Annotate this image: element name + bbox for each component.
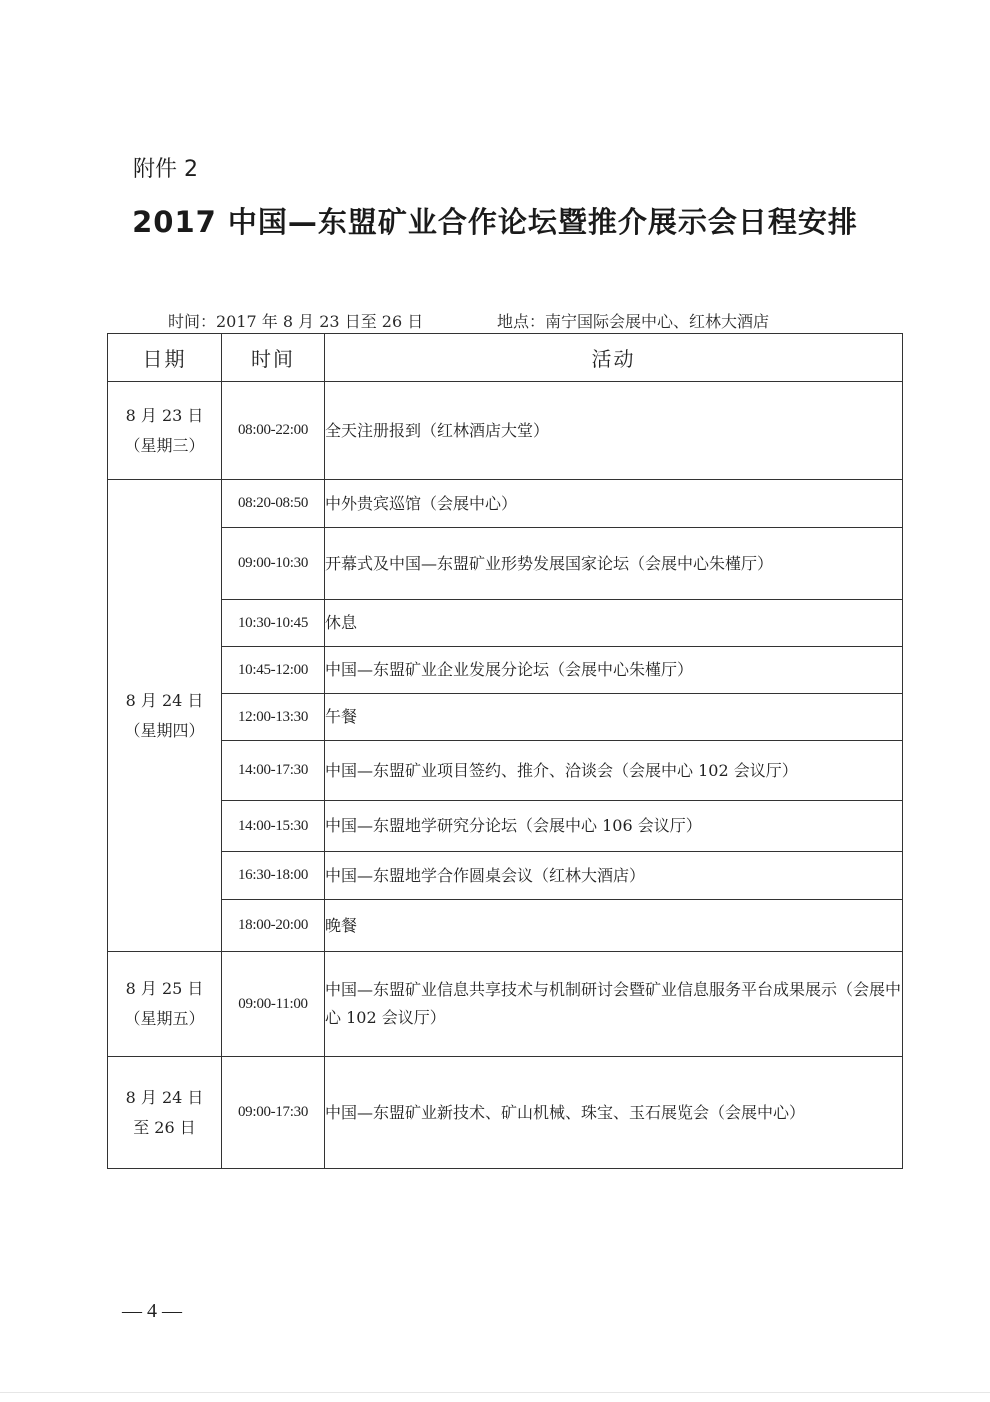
time-cell: 09:00-11:00 xyxy=(222,952,325,1057)
table-row xyxy=(108,741,903,801)
date-cell xyxy=(108,480,222,952)
time-cell: 18:00-20:00 xyxy=(222,900,325,952)
header-date: 日期 xyxy=(108,334,222,382)
time-cell: 08:00-22:00 xyxy=(222,382,325,480)
time-cell: 09:00-17:30 xyxy=(222,1057,325,1169)
table-row xyxy=(108,694,903,741)
time-cell: 10:30-10:45 xyxy=(222,600,325,647)
activity-cell: 中国—东盟地学合作圆桌会议（红林大酒店） xyxy=(325,852,903,900)
table-row xyxy=(108,852,903,900)
meta-place: 地点：南宁国际会展中心、红林大酒店 xyxy=(497,312,770,331)
weekday-line: （星期五） xyxy=(124,1009,205,1028)
time-cell: 08:20-08:50 xyxy=(222,480,325,528)
scan-edge-line xyxy=(0,1392,990,1393)
date-range-line: 至 26 日 xyxy=(133,1117,196,1137)
table-row xyxy=(108,952,903,1057)
date-line: 8 月 23 日 xyxy=(125,405,204,425)
activity-cell: 中国—东盟矿业项目签约、推介、洽谈会（会展中心 102 会议厅） xyxy=(325,741,903,801)
table-row xyxy=(108,480,903,528)
date-cell xyxy=(108,1057,222,1169)
activity-cell: 中国—东盟矿业新技术、矿山机械、珠宝、玉石展览会（会展中心） xyxy=(325,1057,903,1169)
header-activity: 活动 xyxy=(325,334,903,382)
schedule-table xyxy=(107,333,903,1169)
date-cell xyxy=(108,382,222,480)
attachment-label: 附件 2 xyxy=(133,157,198,182)
table-row xyxy=(108,647,903,694)
activity-cell: 中外贵宾巡馆（会展中心） xyxy=(325,480,903,528)
time-cell: 14:00-17:30 xyxy=(222,741,325,801)
document-title: 2017 中国—东盟矿业合作论坛暨推介展示会日程安排 xyxy=(132,205,858,239)
table-row xyxy=(108,528,903,600)
table-row xyxy=(108,900,903,952)
activity-cell: 中国—东盟矿业信息共享技术与机制研讨会暨矿业信息服务平台成果展示（会展中心 102 会议厅） xyxy=(325,952,903,1057)
weekday-line: （星期四） xyxy=(124,720,205,740)
time-cell: 09:00-10:30 xyxy=(222,528,325,600)
activity-cell: 中国—东盟矿业企业发展分论坛（会展中心朱槿厅） xyxy=(325,647,903,694)
time-cell: 10:45-12:00 xyxy=(222,647,325,694)
table-header-row xyxy=(108,334,903,382)
date-line: 8 月 24 日 xyxy=(125,1087,204,1107)
activity-cell: 全天注册报到（红林酒店大堂） xyxy=(325,382,903,480)
table-row xyxy=(108,801,903,852)
page-number: — 4 — xyxy=(122,1300,182,1322)
table-row xyxy=(108,600,903,647)
activity-cell: 午餐 xyxy=(325,694,903,741)
activity-cell: 休息 xyxy=(325,600,903,647)
date-cell xyxy=(108,952,222,1057)
activity-cell: 晚餐 xyxy=(325,900,903,952)
date-line: 8 月 24 日 xyxy=(125,690,204,710)
table-row xyxy=(108,1057,903,1169)
date-line: 8 月 25 日 xyxy=(125,979,204,998)
time-cell: 16:30-18:00 xyxy=(222,852,325,900)
table-row xyxy=(108,382,903,480)
time-cell: 12:00-13:30 xyxy=(222,694,325,741)
time-cell: 14:00-15:30 xyxy=(222,801,325,852)
activity-cell: 中国—东盟地学研究分论坛（会展中心 106 会议厅） xyxy=(325,801,903,852)
meta-time: 时间：2017 年 8 月 23 日至 26 日 xyxy=(168,312,424,331)
header-time: 时间 xyxy=(222,334,325,382)
weekday-line: （星期三） xyxy=(124,435,205,455)
activity-cell: 开幕式及中国—东盟矿业形势发展国家论坛（会展中心朱槿厅） xyxy=(325,528,903,600)
